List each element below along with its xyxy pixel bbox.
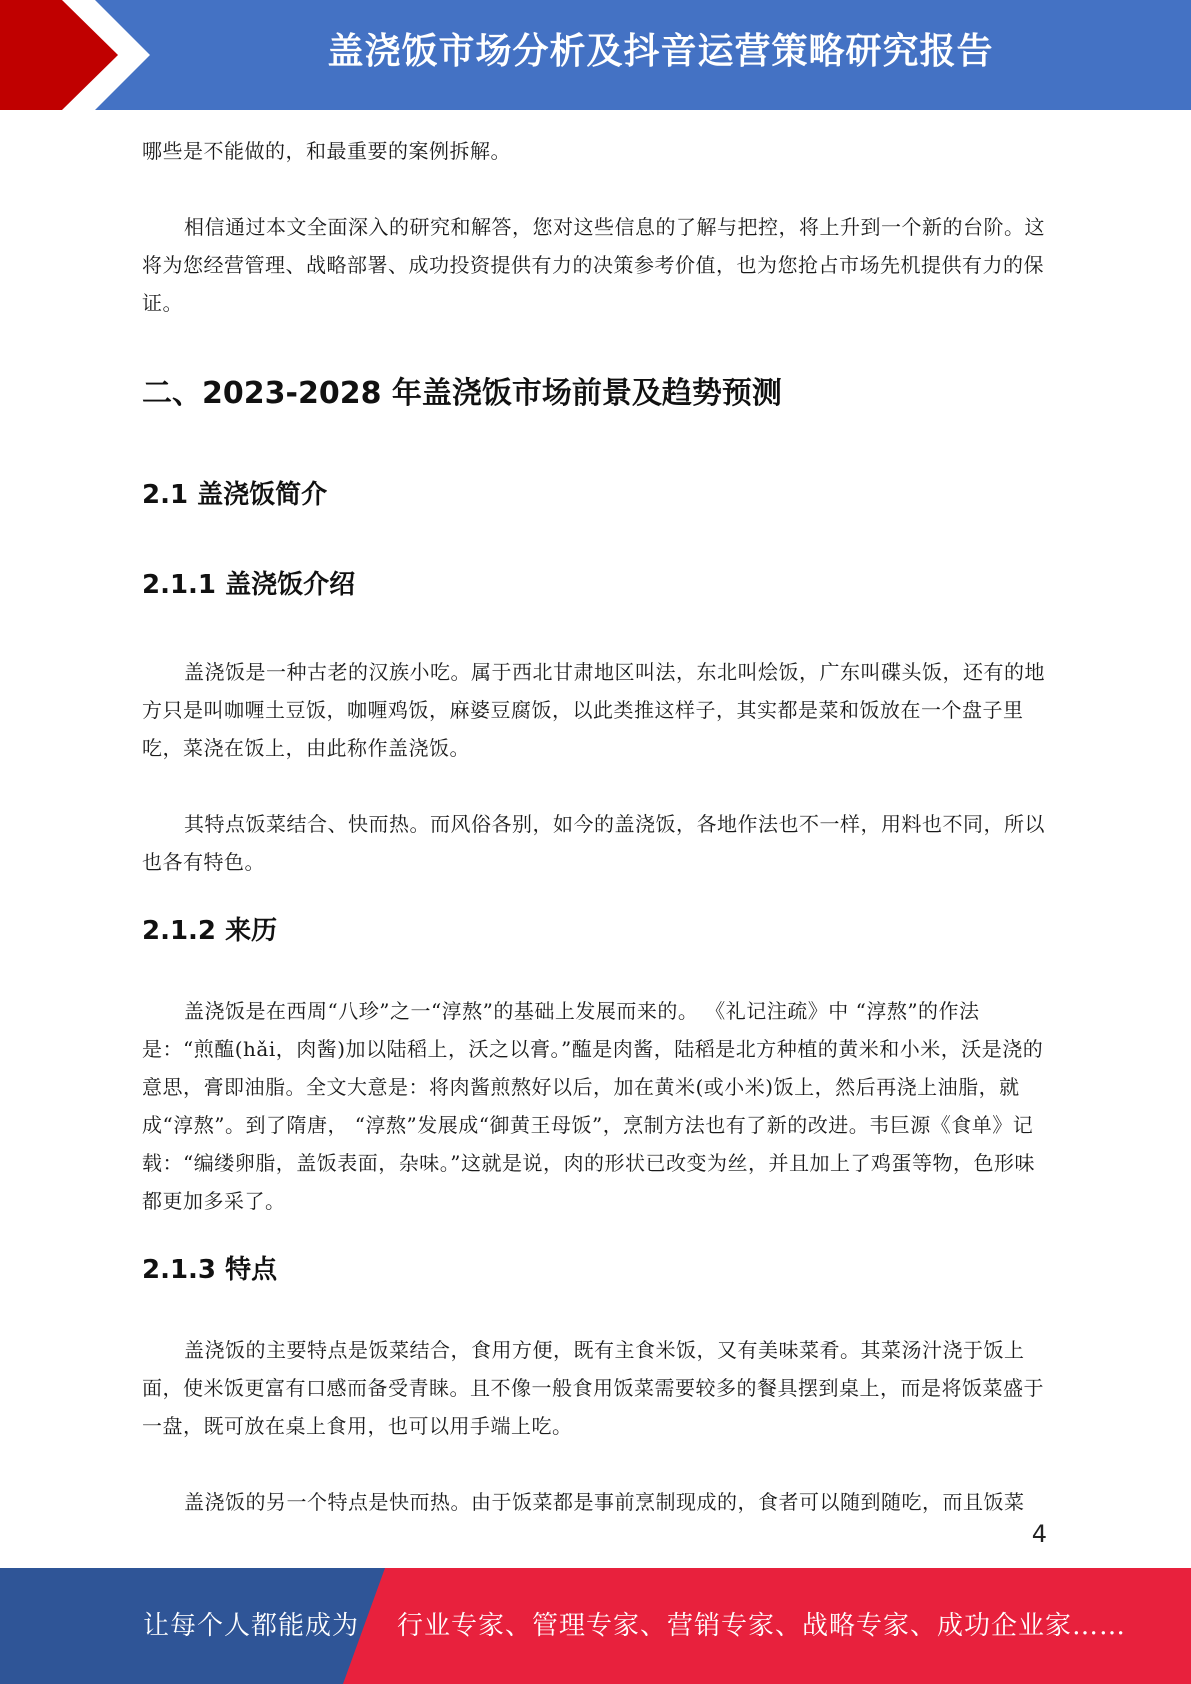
paragraph-feature-1: 盖浇饭的主要特点是饭菜结合，食用方便，既有主食米饭，又有美味菜肴。其菜汤汁浇于饭上面，使米饭更富有口感而备受青睐。且不像一般食用饭菜需要较多的餐具摆到桌上，而是将饭菜盛于一盘，既可放在桌上食用，也可以用手端上吃。 xyxy=(142,1338,1044,1438)
footer-slogan-right: 行业专家、管理专家、营销专家、战略专家、成功企业家…… xyxy=(397,1611,1127,1641)
paragraph-introduction-1: 盖浇饭是一种古老的汉族小吃。属于西北甘肃地区叫法，东北叫烩饭，广东叫碟头饭，还有的地方只是叫咖喱土豆饭，咖喱鸡饭，麻婆豆腐饭，以此类推这样子，其实都是菜和饭放在一个盘子里吃，菜浇在饭上，由此称作盖浇饭。 xyxy=(142,660,1045,760)
subsection-heading-2-1-1: 2.1.1 盖浇饭介绍 xyxy=(142,570,356,600)
subsection-heading-2-1: 2.1 盖浇饭简介 xyxy=(142,480,328,510)
paragraph-intro-value: 相信通过本文全面深入的研究和解答，您对这些信息的了解与把控，将上升到一个新的台阶。这将为您经营管理、战略部署、成功投资提供有力的决策参考价值，也为您抢占市场先机提供有力的保证。 xyxy=(142,215,1045,315)
footer-slogan-left: 让每个人都能成为 xyxy=(143,1611,360,1641)
red-arrow-decoration xyxy=(0,0,160,110)
subsection-heading-2-1-2: 2.1.2 来历 xyxy=(142,916,278,946)
report-title: 盖浇饭市场分析及抖音运营策略研究报告 xyxy=(327,31,994,72)
page-number: 4 xyxy=(1031,1520,1047,1548)
footer-banner xyxy=(0,1568,1191,1684)
paragraph-history: 盖浇饭是在西周“八珍”之一“淳熬”的基础上发展而来的。 《礼记注疏》中 “淳熬”的作法是：“煎醢(hǎi，肉酱)加以陆稻上，沃之以膏。”醢是肉酱，陆稻是北方种植的黄米和小米，沃是浇的意思，膏即油脂。全文大意是：将肉酱煎熬好以后，加在黄米(或小米)饭上，然后再浇上油脂，就成“淳熬”。到了隋唐， “淳熬”发展成“御黄王母饭”，烹制方法也有了新的改进。韦巨源《食单》记载：“编缕卵脂，盖饭表面，杂味。”这就是说，肉的形状已改变为丝，并且加上了鸡蛋等物，色形味都更加多采了。 xyxy=(142,999,1044,1213)
paragraph-introduction-2: 其特点饭菜结合、快而热。而风俗各别，如今的盖浇饭，各地作法也不一样，用料也不同，所以也各有特色。 xyxy=(142,812,1045,874)
paragraph-feature-2: 盖浇饭的另一个特点是快而热。由于饭菜都是事前烹制现成的，食者可以随到随吃，而且饭菜 xyxy=(184,1490,1025,1514)
paragraph-intro-tail: 哪些是不能做的，和最重要的案例拆解。 xyxy=(142,139,511,163)
document-body xyxy=(142,132,1047,1521)
subsection-heading-2-1-3: 2.1.3 特点 xyxy=(142,1255,278,1285)
section-heading: 二、2023-2028 年盖浇饭市场前景及趋势预测 xyxy=(142,376,782,411)
header-banner xyxy=(0,0,1191,110)
